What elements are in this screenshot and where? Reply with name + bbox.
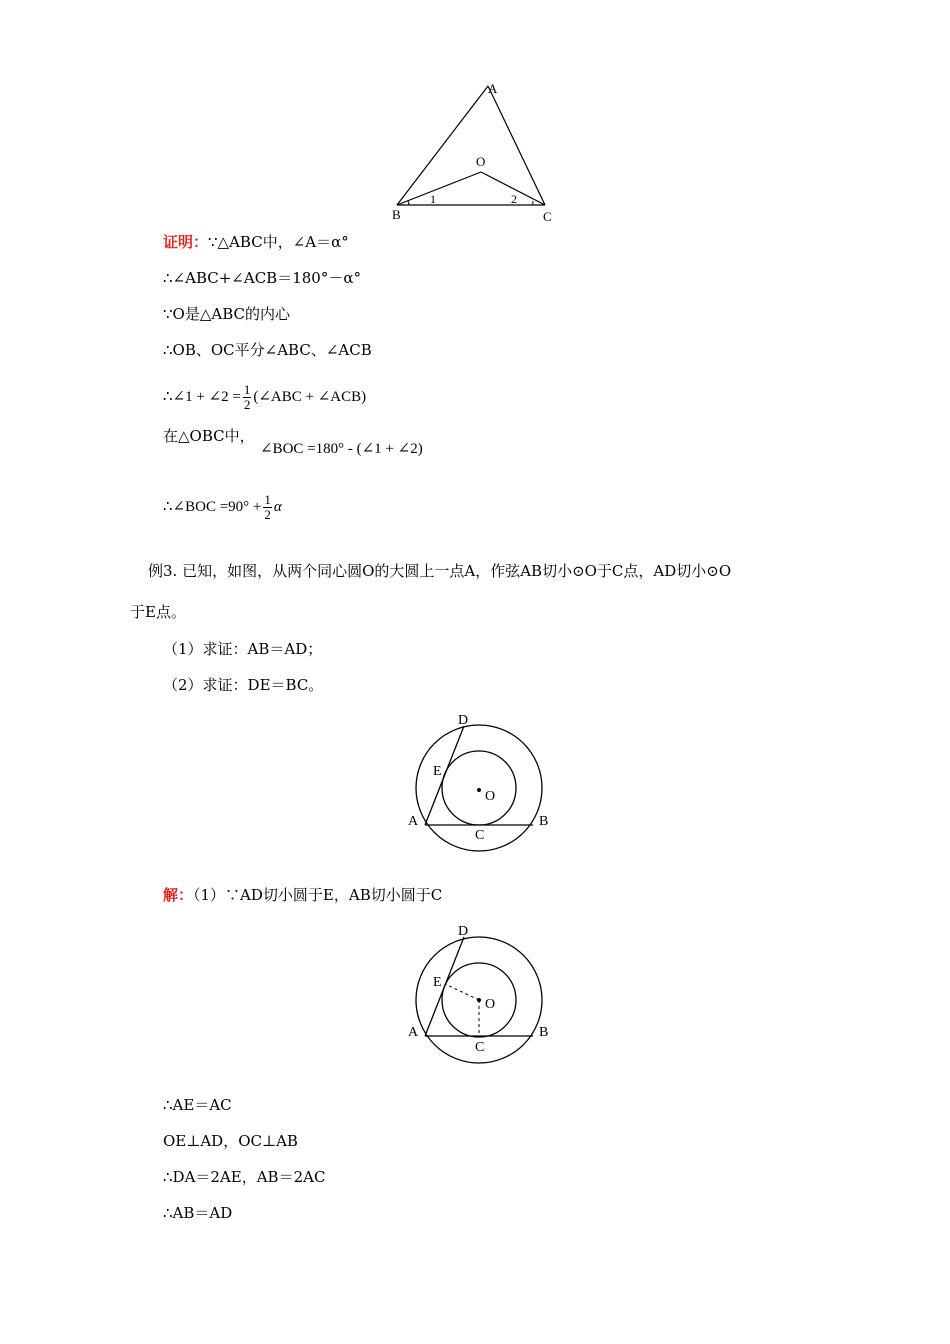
label-a: A [408,814,419,829]
label-e: E [433,764,442,779]
label-a: A [488,81,498,96]
example3-line-2: 于E点。 [130,603,186,621]
proof-line-3: ∵O是△ABC的内心 [163,305,290,323]
formula-7-post: α [273,499,282,515]
solution-label: 解： [163,886,194,904]
label-angle-2: 2 [511,192,517,206]
solution-line-2: ∴AE＝AC [163,1096,232,1114]
solution-text-1: （1）∵AD切小圆于E，AB切小圆于C [193,886,443,904]
chord-ad [425,937,464,1036]
proof-line-5 [163,380,366,414]
chord-ad [425,726,464,825]
proof-line-4: ∴OB、OC平分∠ABC、∠ACB [163,341,372,359]
label-b: B [539,814,549,829]
label-b: B [392,207,401,222]
fraction-numerator-2: 1 [264,492,271,508]
label-d: D [458,924,469,939]
solution-line-5: ∴AB＝AD [163,1204,233,1222]
solution-line-1 [163,885,442,905]
fraction-numerator: 1 [243,382,251,398]
radius-oe [445,984,479,1000]
fraction-half-2 [263,493,272,522]
example3-question-1: （1）求证：AB＝AD； [163,640,323,658]
label-o: O [485,997,496,1012]
concentric-circles-figure [400,708,560,858]
label-angle-1: 1 [430,192,436,206]
fraction-denominator: 2 [243,397,251,413]
center-point [477,998,481,1002]
fraction-half [243,383,252,412]
label-c: C [543,209,552,224]
proof-text-1: ∵△ABC中，∠A＝α° [208,233,349,251]
label-d: D [458,713,469,728]
label-a: A [408,1025,419,1040]
label-c: C [475,1040,485,1055]
solution-line-4: ∴DA＝2AE，AB＝2AC [163,1168,326,1186]
example3-question-2: （2）求证：DE＝BC。 [163,676,324,694]
proof-line-2: ∴∠ABC+∠ACB＝180°－α° [163,269,361,287]
label-b: B [539,1025,549,1040]
formula-5-post: (∠ABC + ∠ACB) [253,389,367,405]
label-o: O [485,789,496,804]
fraction-denominator-2: 2 [264,507,271,523]
label-o: O [476,154,486,169]
proof-line-6-formula: ∠BOC =180° - (∠1 + ∠2) [260,441,423,457]
proof-line-6-label: 在△OBC中， [163,427,255,445]
label-e: E [433,975,442,990]
side-ac [488,86,545,205]
proof-line-7 [163,490,282,524]
proof-label: 证明： [163,233,209,251]
formula-5-pre: ∴∠1 + ∠2 = [163,389,241,405]
formula-7-pre: ∴∠BOC =90° + [163,499,262,515]
solution-line-3: OE⊥AD，OC⊥AB [163,1132,298,1150]
label-c: C [475,828,485,843]
concentric-circles-radii-figure [400,918,560,1068]
center-point [477,788,481,792]
proof-line-1 [163,232,349,252]
angle-arc-1 [408,201,409,205]
example3-line-1: 例3. 已知，如图，从两个同心圆O的大圆上一点A，作弦AB切小⊙O于C点，AD切小⊙O [148,562,732,580]
triangle-figure [388,80,568,225]
